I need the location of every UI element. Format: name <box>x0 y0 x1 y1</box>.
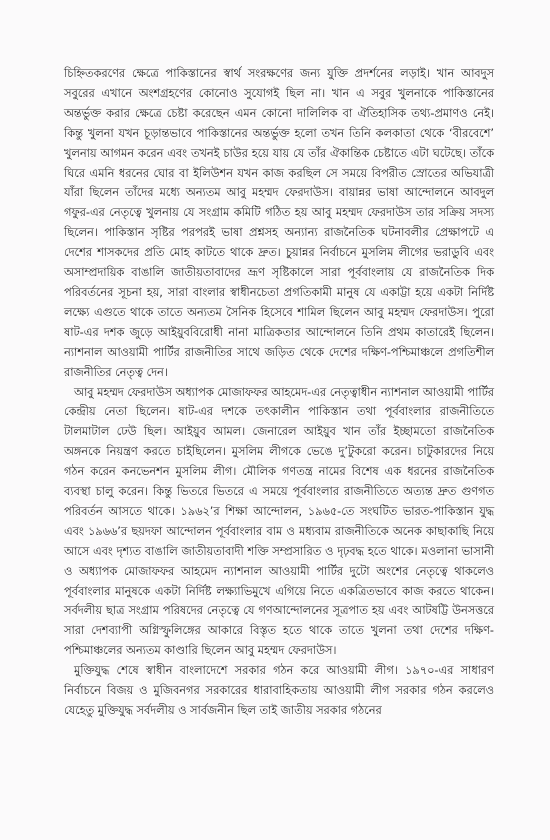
paragraph-3: মুক্তিযুদ্ধ শেষে স্বাধীন বাংলাদেশে সরকার গঠন করে আওয়ামী লীগ। ১৯৭০-এর সাধারণ নির্বাচনে বিজয় ও মুজিবনগর সরকারের ধারাবাহিকতায় আওয়ামী লীগ সরকার গঠন করলেও যেহেতু মুক্তিযুদ্ধ সর্বদলীয় ও সার্বজনীন ছিল তাই জাতীয় সরকার গঠনের <box>64 664 494 717</box>
body-text <box>64 64 494 721</box>
paragraph-1: চিহ্নিতকরণের ক্ষেত্রে পাকিস্তানের স্বার্থ সংরক্ষণের জন্য যুক্তি প্রদর্শনের লড়াই। খান আবদুস সবুরের এখানে অংশগ্রহণের কোনোও সুযোগই ছিল না। খান এ সবুর খুলনাকে পাকিস্তানের অন্তর্ভুক্ত করার ক্ষেত্রে চেষ্টা করেছেন এমন কোনো দালিলিক বা ঐতিহাসিক তথ্য-প্রমাণও নেই। কিন্তু খুলনা যখন চূড়ান্তভাবে পাকিস্তানের অন্তর্ভুক্ত হলো তখন তিনি কলকাতা থেকে ‘বীরবেশে’ খুলনায় আগমন করেন এবং তখনই চাউর হয়ে যায় যে তাঁর ঐকান্তিক চেষ্টাতে এটা ঘটেছে। তাঁকে ঘিরে এমনি ধরনের ঘোর বা ইলিউশন যখন কাজ করছিল সে সময়ে বিপরীত স্রোতের অভিযাত্রী যাঁরা ছিলেন তাঁদের মধ্যে অন্যতম আবু মহম্মদ ফেরদাউস। বায়ান্নর ভাষা আন্দোলনে আবদুল গফুর-এর নেতৃত্বে খুলনায় যে সংগ্রাম কমিটি গঠিত হয় আবু মহম্মদ ফেরদাউস তার সক্রিয় সদস্য ছিলেন। পাকিস্তান সৃষ্টির পরপরই ভাষা প্রশ্নসহ অন্যান্য রাজনৈতিক ঘটনাবলীর প্রেক্ষাপটে এ দেশের শাসকদের প্রতি মোহ কাটতে থাকে দ্রুত। চুয়ান্নর নির্বাচনে মুসলিম লীগের ভরাডুবি এবং অসাম্প্রদায়িক বাঙালি জাতীয়তাবাদের ভ্রূণ সৃষ্টিকালে সারা পূর্ববাংলায় যে রাজনৈতিক দিক পরিবর্তনের সূচনা হয়, সারা বাংলার স্বাধীনচেতা প্রগতিকামী মানুষ যে একাট্টা হয়ে একটা নির্দিষ্ট লক্ষ্যে এগুতে থাকে তাতে অন্যতম সৈনিক হিসেবে শামিল ছিলেন আবু মহম্মদ ফেরদাউস। পুরো ষাট-এর দশক জুড়ে আইয়ুববিরোধী নানা মাত্রিকতার আন্দোলনে তিনি প্রথম কাতারেই ছিলেন। ন্যাশনাল আওয়ামী পার্টির রাজনীতির সাথে জড়িত থেকে দেশের দক্ষিণ-পশ্চিমাঞ্চলে প্রগতিশীল রাজনীতির নেতৃত্ব দেন। <box>64 67 494 379</box>
paragraph-2: আবু মহম্মদ ফেরদাউস অধ্যাপক মোজাফফর আহমেদ-এর নেতৃত্বাধীন ন্যাশনাল আওয়ামী পার্টির কেন্দ্রীয় নেতা ছিলেন। ষাট-এর দশকে তৎকালীন পাকিস্তান তথা পূর্ববাংলার রাজনীতিতে টালমাটাল ঢেউ ছিল। আইয়ুব আমল। জেনারেল আইয়ুব খান তাঁর ইচ্ছামতো রাজনৈতিক অঙ্গনকে নিয়ন্ত্রণ করতে চাইছিলেন। মুসলিম লীগকে ভেঙে দু’টুকরো করেন। চাটুকারদের নিয়ে গঠন করেন কনভেনশন মুসলিম লীগ। মৌলিক গণতন্ত্র নামের বিশেষ এক ধরনের রাজনৈতিক ব্যবস্থা চালু করেন। কিন্তু ভিতরে ভিতরে এ সময়ে পূর্ববাংলার রাজনীতিতে অত্যন্ত দ্রুত গুণগত পরিবর্তন আসতে থাকে। ১৯৬২’র শিক্ষা আন্দোলন, ১৯৬৫-তে সংঘটিত ভারত-পাকিস্তান যুদ্ধ এবং ১৯৬৬’র ছয়দফা আন্দোলন পূর্ববাংলার বাম ও মধ্যবাম রাজনীতিকে অনেক কাছাকাছি নিয়ে আসে এবং দৃশ্যত বাঙালি জাতীয়তাবাদী শক্তি সম্প্রসারিত ও দৃঢ়বদ্ধ হতে থাকে। মওলানা ভাসানী ও অধ্যাপক মোজাফফর আহমেদ ন্যাশনাল আওয়ামী পার্টির দুটো অংশের নেতৃত্বে থাকলেও পূর্ববাংলার মানুষকে একটা নির্দিষ্ট লক্ষ্যাভিমুখে এগিয়ে নিতে একত্রিতভাবে কাজ করতে থাকেন। সর্বদলীয় ছাত্র সংগ্রাম পরিষদের নেতৃত্বে যে গণআন্দোলনের সূত্রপাত হয় এবং আটষট্টি উনসত্তরে সারা দেশব্যাপী অগ্নিস্ফুলিঙ্গের আকারে বিস্তৃত হতে থাকে তাতে খুলনা তথা দেশের দক্ষিণ-পশ্চিমাঞ্চলের অন্যতম কাণ্ডারি ছিলেন আবু মহম্মদ ফেরদাউস। <box>64 385 494 658</box>
